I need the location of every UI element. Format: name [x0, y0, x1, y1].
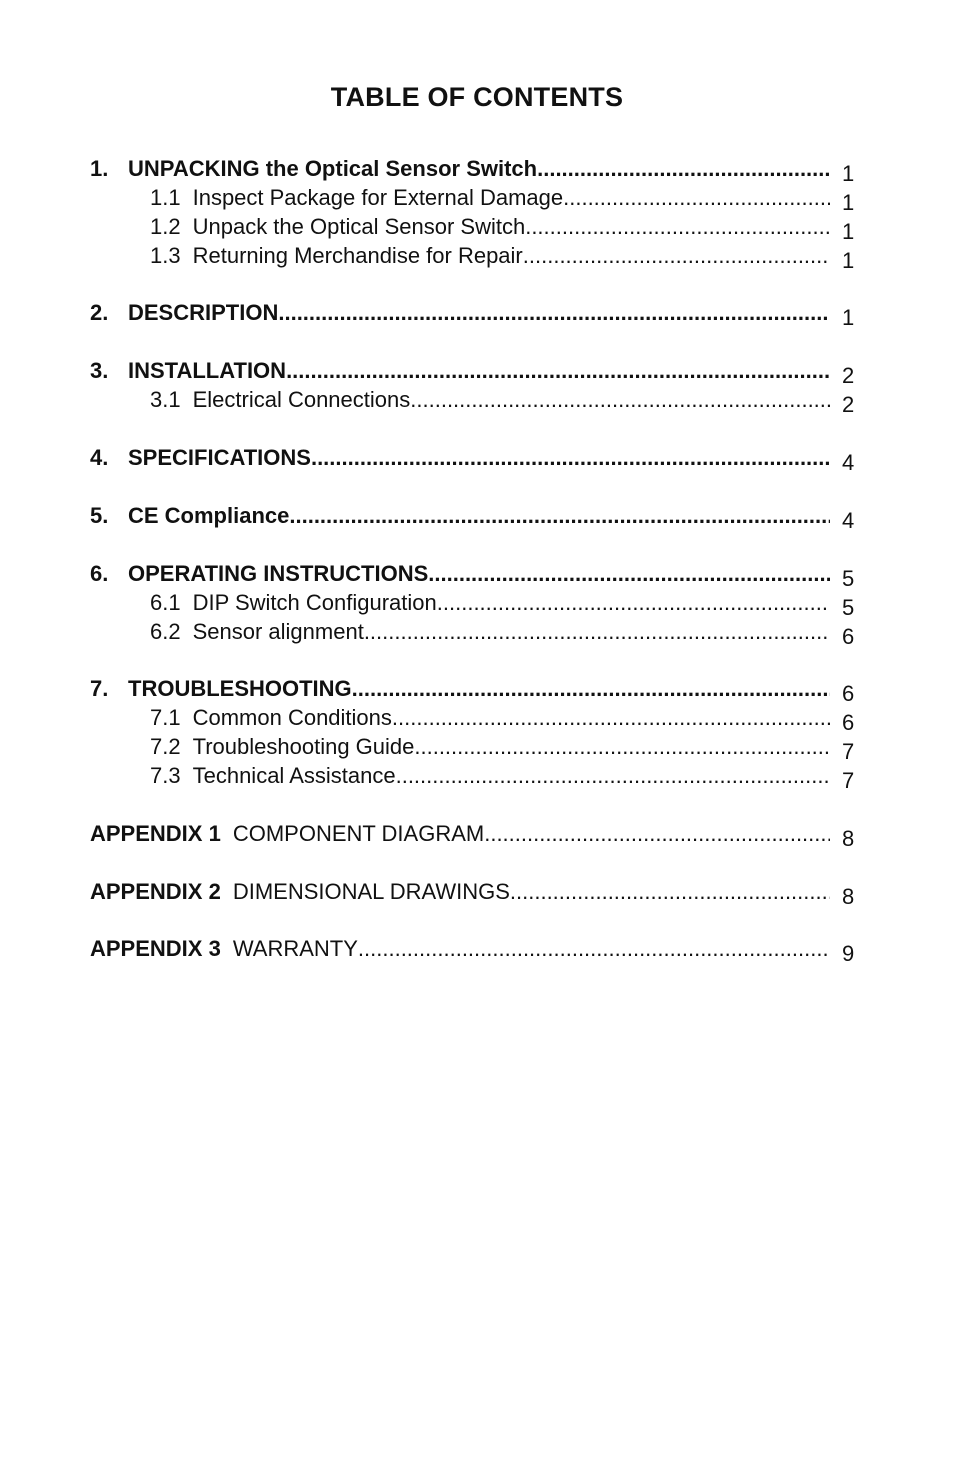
toc-entry-number: 5. — [90, 503, 109, 528]
toc-entry-page: 6 — [842, 624, 855, 649]
dot-leader — [286, 356, 830, 386]
toc-entry-page: 8 — [842, 826, 855, 851]
toc-entry-text: Common Conditions — [192, 705, 392, 730]
toc-entry-label — [150, 212, 525, 242]
toc-entry-page: 6 — [842, 681, 855, 706]
toc-entry-label — [90, 934, 358, 964]
toc-entry-label: DESCRIPTION — [128, 300, 279, 325]
toc-entry-7-3[interactable] — [0, 761, 954, 791]
toc-entry-number: 3. — [90, 358, 109, 383]
toc-entry-label — [90, 877, 510, 907]
toc-entry-number: APPENDIX 2 — [90, 879, 221, 904]
page-title: TABLE OF CONTENTS — [330, 82, 624, 112]
toc-entry-1-1[interactable] — [0, 183, 954, 213]
toc-entry-label: INSTALLATION — [128, 358, 287, 383]
toc-entry-text: WARRANTY — [232, 936, 358, 961]
toc-entry-leader — [128, 443, 830, 473]
toc-entry-2[interactable] — [0, 298, 954, 328]
dot-leader — [563, 183, 830, 213]
toc-entry-6[interactable] — [0, 559, 954, 589]
dot-leader — [352, 674, 830, 704]
toc-entry-label — [150, 761, 396, 791]
toc-entry-number: 1.3 — [150, 243, 181, 268]
toc-entry-number: 1.1 — [150, 185, 181, 210]
dot-leader — [525, 212, 830, 242]
toc-entry-text: Technical Assistance — [192, 763, 396, 788]
toc-entry-appendix-3[interactable] — [0, 934, 954, 964]
dot-leader — [484, 819, 830, 849]
dot-leader — [414, 732, 830, 762]
toc-entry-5[interactable] — [0, 501, 954, 531]
toc-entry-text: Returning Merchandise for Repair — [192, 243, 523, 268]
toc-entry-label — [90, 819, 484, 849]
toc-entry-page: 7 — [842, 768, 855, 793]
toc-entry-label: SPECIFICATIONS — [128, 445, 311, 470]
toc-entry-label — [150, 385, 410, 415]
toc-entry-label: UNPACKING the Optical Sensor Switch — [128, 156, 538, 181]
toc-entry-3[interactable] — [0, 356, 954, 386]
toc-entry-page: 4 — [842, 508, 855, 533]
toc-entry-label — [150, 588, 437, 618]
dot-leader — [392, 703, 830, 733]
toc-entry-number: 7. — [90, 676, 109, 701]
toc-entry-7-2[interactable] — [0, 732, 954, 762]
toc-entry-label — [150, 241, 523, 271]
toc-entry-page: 2 — [842, 392, 855, 417]
toc-entry-leader — [128, 356, 830, 386]
toc-entry-page: 1 — [842, 305, 855, 330]
toc-entry-7[interactable] — [0, 674, 954, 704]
toc-entry-leader — [150, 703, 830, 733]
toc-entry-leader — [128, 674, 830, 704]
toc-entry-leader — [128, 501, 830, 531]
toc-entry-number: 1. — [90, 156, 109, 181]
toc-entry-text: DIMENSIONAL DRAWINGS — [232, 879, 510, 904]
dot-leader — [537, 154, 830, 184]
dot-leader — [410, 385, 830, 415]
toc-entry-number: APPENDIX 1 — [90, 821, 221, 846]
toc-entry-1[interactable] — [0, 154, 954, 184]
toc-entry-1-3[interactable] — [0, 241, 954, 271]
toc-entry-leader — [90, 819, 830, 849]
toc-entry-text: Inspect Package for External Damage — [192, 185, 564, 210]
toc-entry-leader — [150, 617, 830, 647]
toc-entry-text: DIP Switch Configuration — [192, 590, 437, 615]
toc-entry-page: 1 — [842, 190, 855, 215]
toc-entry-leader — [150, 183, 830, 213]
toc-entry-label: CE Compliance — [128, 503, 290, 528]
toc-entry-label: OPERATING INSTRUCTIONS — [128, 561, 429, 586]
toc-entry-1-2[interactable] — [0, 212, 954, 242]
toc-entry-page: 1 — [842, 248, 855, 273]
toc-entry-number: 4. — [90, 445, 109, 470]
toc-entry-page: 1 — [842, 161, 855, 186]
toc-entry-text: Sensor alignment — [192, 619, 364, 644]
toc-entry-number: 6.1 — [150, 590, 181, 615]
toc-entry-number: 7.2 — [150, 734, 181, 759]
toc-entry-7-1[interactable] — [0, 703, 954, 733]
toc-entry-number: 7.3 — [150, 763, 181, 788]
toc-entry-page: 7 — [842, 739, 855, 764]
toc-entry-label — [150, 617, 364, 647]
toc-entry-leader — [128, 154, 830, 184]
toc-entry-page: 5 — [842, 566, 855, 591]
toc-entry-page: 8 — [842, 884, 855, 909]
toc-entry-leader — [90, 934, 830, 964]
toc-entry-number: 6.2 — [150, 619, 181, 644]
toc-entry-appendix-1[interactable] — [0, 819, 954, 849]
toc-entry-leader — [150, 588, 830, 618]
toc-entry-label — [150, 732, 414, 762]
toc-entry-number: 1.2 — [150, 214, 181, 239]
toc-entry-text: COMPONENT DIAGRAM — [232, 821, 485, 846]
toc-entry-3-1[interactable] — [0, 385, 954, 415]
toc-entry-page: 9 — [842, 941, 855, 966]
toc-entry-text: Electrical Connections — [192, 387, 411, 412]
dot-leader — [523, 241, 830, 271]
dot-leader — [364, 617, 830, 647]
toc-entry-6-2[interactable] — [0, 617, 954, 647]
toc-entry-leader — [150, 385, 830, 415]
toc-entry-leader — [150, 212, 830, 242]
dot-leader — [428, 559, 830, 589]
dot-leader — [289, 501, 830, 531]
toc-entry-text: Unpack the Optical Sensor Switch — [192, 214, 526, 239]
toc-entry-leader — [150, 241, 830, 271]
toc-entry-page: 6 — [842, 710, 855, 735]
toc-entry-leader — [150, 761, 830, 791]
toc-entry-label — [150, 703, 392, 733]
toc-entry-number: 7.1 — [150, 705, 181, 730]
toc-entry-label: TROUBLESHOOTING — [128, 676, 352, 701]
toc-entry-page: 2 — [842, 363, 855, 388]
toc-entry-number: 2. — [90, 300, 109, 325]
toc-entry-number: 3.1 — [150, 387, 181, 412]
toc-entry-leader — [150, 732, 830, 762]
toc-entry-leader — [128, 559, 830, 589]
toc-entry-text: Troubleshooting Guide — [192, 734, 415, 759]
toc-entry-page: 1 — [842, 219, 855, 244]
toc-entry-appendix-2[interactable] — [0, 877, 954, 907]
toc-entry-number: APPENDIX 3 — [90, 936, 221, 961]
dot-leader — [437, 588, 830, 618]
toc-entry-number: 6. — [90, 561, 109, 586]
dot-leader — [510, 877, 830, 907]
dot-leader — [311, 443, 830, 473]
toc-entry-leader — [90, 877, 830, 907]
toc-entry-page: 5 — [842, 595, 855, 620]
toc-entry-page: 4 — [842, 450, 855, 475]
toc-entry-leader — [128, 298, 830, 328]
dot-leader — [278, 298, 830, 328]
dot-leader — [358, 934, 830, 964]
toc-entry-4[interactable] — [0, 443, 954, 473]
toc-entry-label — [150, 183, 563, 213]
toc-entry-6-1[interactable] — [0, 588, 954, 618]
dot-leader — [396, 761, 830, 791]
